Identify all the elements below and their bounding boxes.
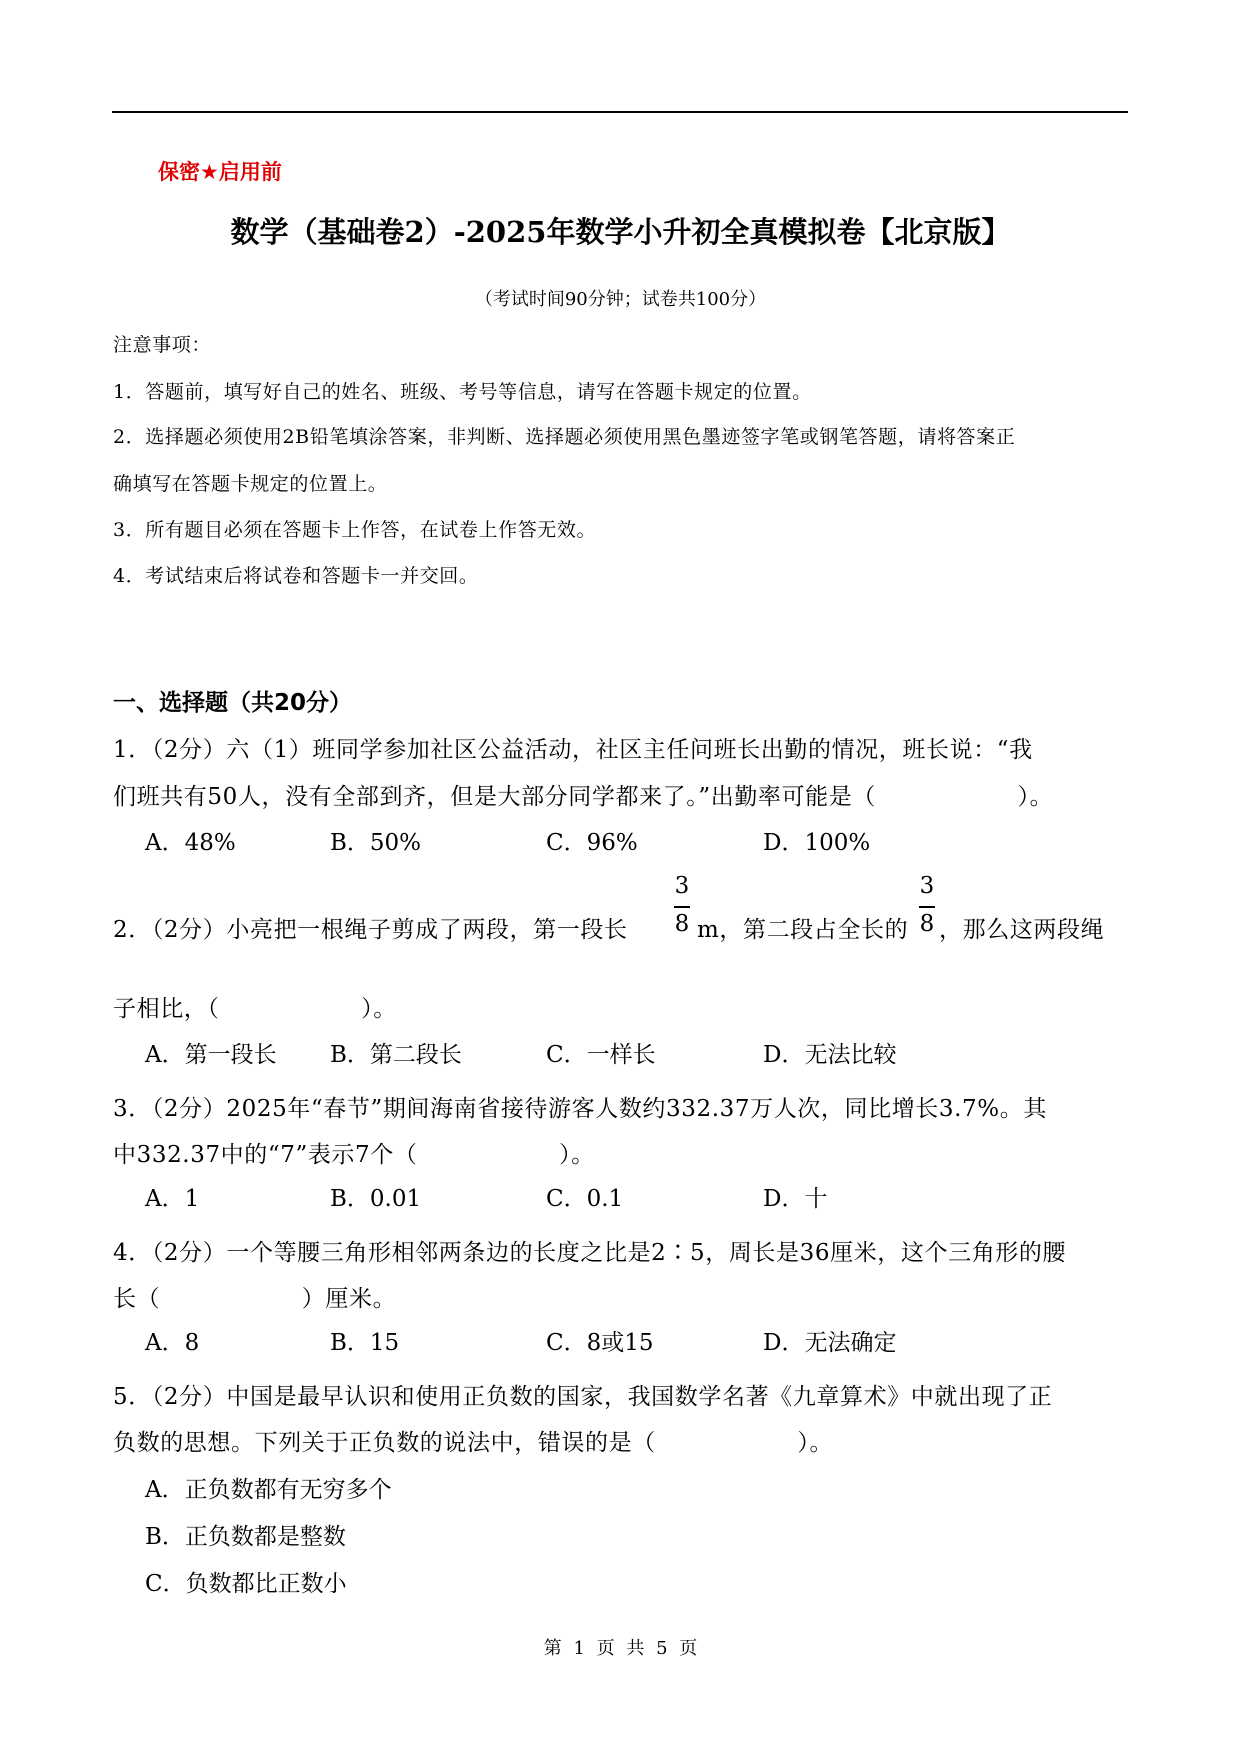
- question-3-option-b: B．0.01: [330, 1186, 422, 1212]
- question-2-line-1-part-3: ，那么这两段绳: [939, 917, 1105, 943]
- question-4-option-c: C．8或15: [546, 1330, 654, 1356]
- question-5-option-a: A．正负数都有无穷多个: [145, 1477, 392, 1503]
- note-item-3: 3．所有题目必须在答题卡上作答，在试卷上作答无效。: [113, 519, 597, 541]
- fraction-1-bar: [674, 906, 690, 908]
- question-5-option-b: B．正负数都是整数: [145, 1524, 346, 1550]
- question-4-line-2: 长（ ）厘米。: [113, 1286, 397, 1312]
- note-item-2: 2．选择题必须使用2B铅笔填涂答案，非判断、选择题必须使用黑色墨迹签字笔或钢笔答题，请将答案正: [113, 426, 1016, 448]
- section-heading: 一、选择题（共20分）: [113, 690, 353, 716]
- question-1-line-1: 1．（2分）六（1）班同学参加社区公益活动，社区主任问班长出勤的情况，班长说：“我: [113, 737, 1033, 763]
- question-2-option-b: B．第二段长: [330, 1042, 462, 1068]
- exam-title: 数学（基础卷2）-2025年数学小升初全真模拟卷【北京版】: [230, 215, 1011, 249]
- note-item-4: 4．考试结束后将试卷和答题卡一并交回。: [113, 565, 479, 587]
- question-2-option-a: A．第一段长: [145, 1042, 277, 1068]
- question-4-option-b: B．15: [330, 1330, 400, 1356]
- question-1-option-d: D．100%: [763, 830, 871, 856]
- question-2-line-1-part-1: 2．（2分）小亮把一根绳子剪成了两段，第一段长: [113, 917, 628, 943]
- question-2-line-2: 子相比，（ ）。: [113, 996, 397, 1022]
- question-2-line-1-part-2: m，第二段占全长的: [697, 917, 909, 943]
- note-item-1: 1．答题前，填写好自己的姓名、班级、考号等信息，请写在答题卡规定的位置。: [113, 381, 812, 403]
- fraction-1-denominator: 8: [674, 911, 690, 937]
- header-rule: [112, 111, 1128, 113]
- fraction-1-numerator: 3: [674, 873, 690, 899]
- exam-subtitle: （考试时间90分钟；试卷共100分）: [474, 289, 767, 310]
- question-1-option-c: C．96%: [546, 830, 638, 856]
- fraction-2-bar: [919, 906, 935, 908]
- question-3-line-1: 3．（2分）2025年“春节”期间海南省接待游客人数约332.37万人次，同比增长3.7%。其: [113, 1096, 1047, 1122]
- question-5-line-2: 负数的思想。下列关于正负数的说法中，错误的是（ ）。: [113, 1430, 834, 1456]
- question-3-option-c: C．0.1: [546, 1186, 624, 1212]
- page-number: 第 1 页 共 5 页: [543, 1638, 698, 1659]
- question-4-option-a: A．8: [145, 1330, 200, 1356]
- confidential-label: 保密★启用前: [158, 160, 282, 184]
- question-2-option-c: C．一样长: [546, 1042, 656, 1068]
- question-3-option-d: D．十: [763, 1186, 828, 1212]
- fraction-2-numerator: 3: [919, 873, 935, 899]
- note-item-2-cont: 确填写在答题卡规定的位置上。: [113, 473, 388, 495]
- question-3-option-a: A．1: [145, 1186, 200, 1212]
- question-2-option-d: D．无法比较: [763, 1042, 897, 1068]
- question-3-line-2: 中332.37中的“7”表示7个（ ）。: [113, 1142, 595, 1168]
- question-5-line-1: 5．（2分）中国是最早认识和使用正负数的国家，我国数学名著《九章算术》中就出现了正: [113, 1384, 1053, 1410]
- question-1-option-b: B．50%: [330, 830, 422, 856]
- notes-heading: 注意事项：: [113, 334, 212, 356]
- fraction-2-denominator: 8: [919, 911, 935, 937]
- question-1-line-2: 们班共有50人，没有全部到齐，但是大部分同学都来了。”出勤率可能是（ ）。: [113, 784, 1054, 810]
- question-5-option-c: C．负数都比正数小: [145, 1571, 347, 1597]
- question-4-line-1: 4．（2分）一个等腰三角形相邻两条边的长度之比是2∶5，周长是36厘米，这个三角形的腰: [113, 1240, 1067, 1266]
- question-4-option-d: D．无法确定: [763, 1330, 897, 1356]
- question-1-option-a: A．48%: [145, 830, 236, 856]
